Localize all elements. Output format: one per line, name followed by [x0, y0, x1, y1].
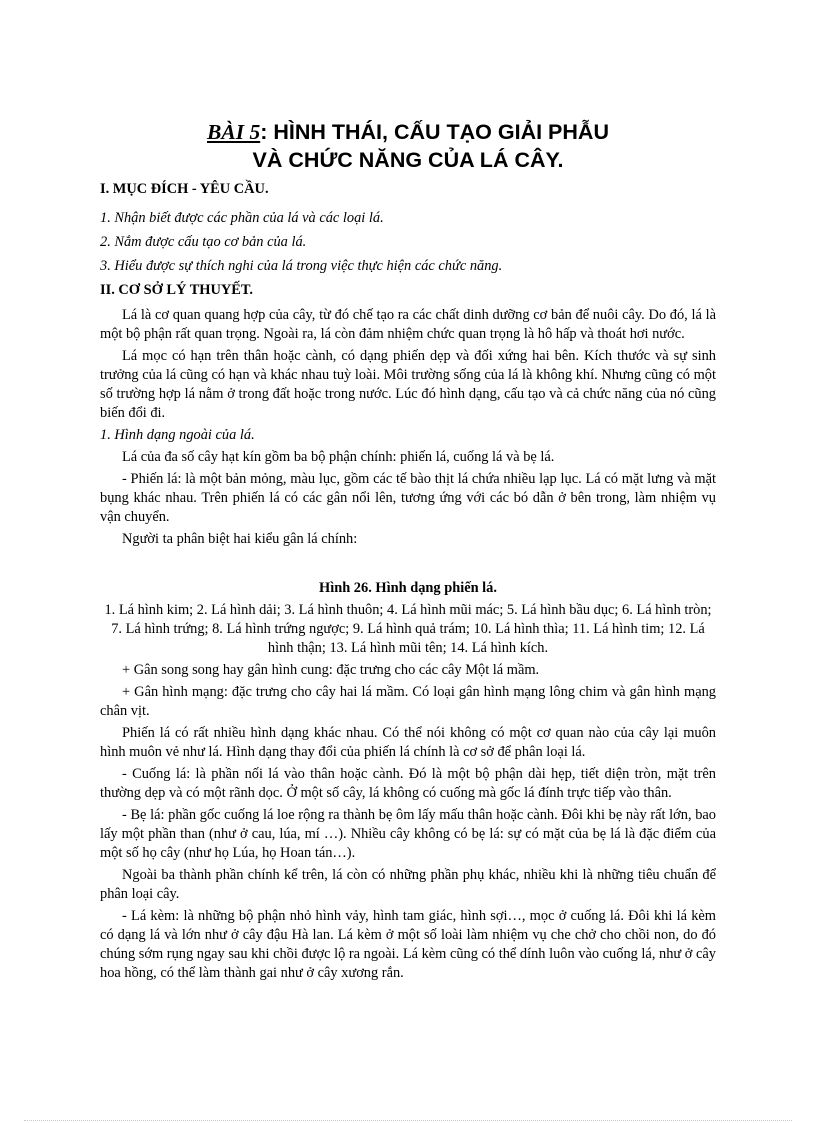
title-line-1	[100, 118, 716, 146]
paragraph: Phiến lá có rất nhiều hình dạng khác nhau. Có thể nói không có một cơ quan nào của cây lại muôn hình muôn vẻ như lá. Hình dạng thay đổi của phiến lá chính là cơ sở để phân loại lá.	[100, 725, 716, 760]
objectives-list	[100, 209, 716, 276]
document-page	[100, 118, 716, 986]
figure-title: Hình 26. Hình dạng phiến lá.	[319, 580, 497, 596]
paragraph: Lá là cơ quan quang hợp của cây, từ đó chế tạo ra các chất dinh dưỡng cơ bản để nuôi cây. Do đó, lá là một bộ phận rất quan trọng. Ngoài ra, lá còn đảm nhiệm chức quan trọng là hô hấp và thoát hơi nước.	[100, 307, 716, 342]
paragraph: Ngoài ba thành phần chính kể trên, lá còn có những phần phụ khác, nhiều khi là những tiêu chuẩn để phân loại cây.	[100, 867, 716, 902]
paragraph: + Gân song song hay gân hình cung: đặc trưng cho các cây Một lá mầm.	[122, 662, 540, 678]
page-bottom-divider	[24, 1120, 792, 1121]
figure-caption: 1. Lá hình kim; 2. Lá hình dải; 3. Lá hình thuôn; 4. Lá hình mũi mác; 5. Lá hình bầu dục; 6. Lá hình tròn; 7. Lá hình trứng; 8. Lá hình trứng ngược; 9. Lá hình quả trám; 10. Lá hình thìa; 11. Lá hình tim; 12. Lá hình thận; 13. Lá hình mũi tên; 14. Lá hình kích.	[104, 602, 712, 656]
paragraph: - Phiến lá: là một bản mỏng, màu lục, gồm các tế bào thịt lá chứa nhiều lạp lục. Lá có mặt lưng và mặt bụng khác nhau. Trên phiến lá có các gân nổi lên, tương ứng với các bó dẫn ở bên trong, làm nhiệm vụ vận chuyển.	[100, 471, 716, 525]
title-text-1: : HÌNH THÁI, CẤU TẠO GIẢI PHẪU	[260, 120, 609, 144]
lesson-title	[100, 118, 716, 174]
objective-item: 1. Nhận biết được các phần của lá và các loại lá.	[100, 210, 384, 226]
paragraph: - Cuống lá: là phần nối lá vào thân hoặc cành. Đó là một bộ phận dài hẹp, tiết diện tròn, mặt trên thường dẹp và có một rãnh dọc. Ở một số cây, lá không có cuống mà gốc lá đính trực tiếp vào thân.	[100, 766, 716, 801]
paragraph: - Bẹ lá: phần gốc cuống lá loe rộng ra thành bẹ ôm lấy mấu thân hoặc cành. Đôi khi bẹ này rất lớn, bao lấy một phần than (như ở cau, lúa, mí …). Nhiều cây không có bẹ lá: sự có mặt của bẹ lá là đặc điểm của một số họ cây (như họ Lúa, họ Hoan tán…).	[100, 807, 716, 861]
lesson-number: BÀI 5	[207, 120, 261, 144]
title-line-2: VÀ CHỨC NĂNG CỦA LÁ CÂY.	[252, 148, 564, 172]
paragraph: - Lá kèm: là những bộ phận nhỏ hình vảy, hình tam giác, hình sợi…, mọc ở cuống lá. Đôi khi lá kèm có dạng lá và lớn như ở cây đậu Hà lan. Lá kèm ở một số loài làm nhiệm vụ che chở cho chồi non, do đó chúng sớm rụng ngay sau khi chồi được lộ ra ngoài. Lá kèm cũng có thể dính luôn vào cuống lá, như ở cây hoa hồng, có thể làm thành gai như ở cây xương rắn.	[100, 908, 716, 981]
paragraph: + Gân hình mạng: đặc trưng cho cây hai lá mầm. Có loại gân hình mạng lông chim và gân hình mạng chân vịt.	[100, 684, 716, 719]
paragraph: Người ta phân biệt hai kiểu gân lá chính:	[122, 531, 358, 547]
paragraph: Lá của đa số cây hạt kín gồm ba bộ phận chính: phiến lá, cuống lá và bẹ lá.	[122, 449, 555, 465]
section-heading-objectives: I. MỤC ĐÍCH - YÊU CẦU.	[100, 181, 269, 197]
paragraph: Lá mọc có hạn trên thân hoặc cành, có dạng phiến dẹp và đối xứng hai bên. Kích thước và sự sinh trưởng của lá cũng có hạn và khác nhau tuỳ loài. Môi trường sống của lá là không khí. Nhưng cũng có một số trường hợp lá nằm ở trong đất hoặc trong nước. Lúc đó hình dạng, cấu tạo và cả chức năng của nó cũng biến đổi đi.	[100, 348, 716, 421]
section-heading-theory: II. CƠ SỞ LÝ THUYẾT.	[100, 282, 254, 298]
subheading-leaf-shape: 1. Hình dạng ngoài của lá.	[100, 427, 255, 443]
objective-item: 2. Nắm được cấu tạo cơ bản của lá.	[100, 234, 307, 250]
objective-item: 3. Hiểu được sự thích nghi của lá trong việc thực hiện các chức năng.	[100, 258, 503, 274]
